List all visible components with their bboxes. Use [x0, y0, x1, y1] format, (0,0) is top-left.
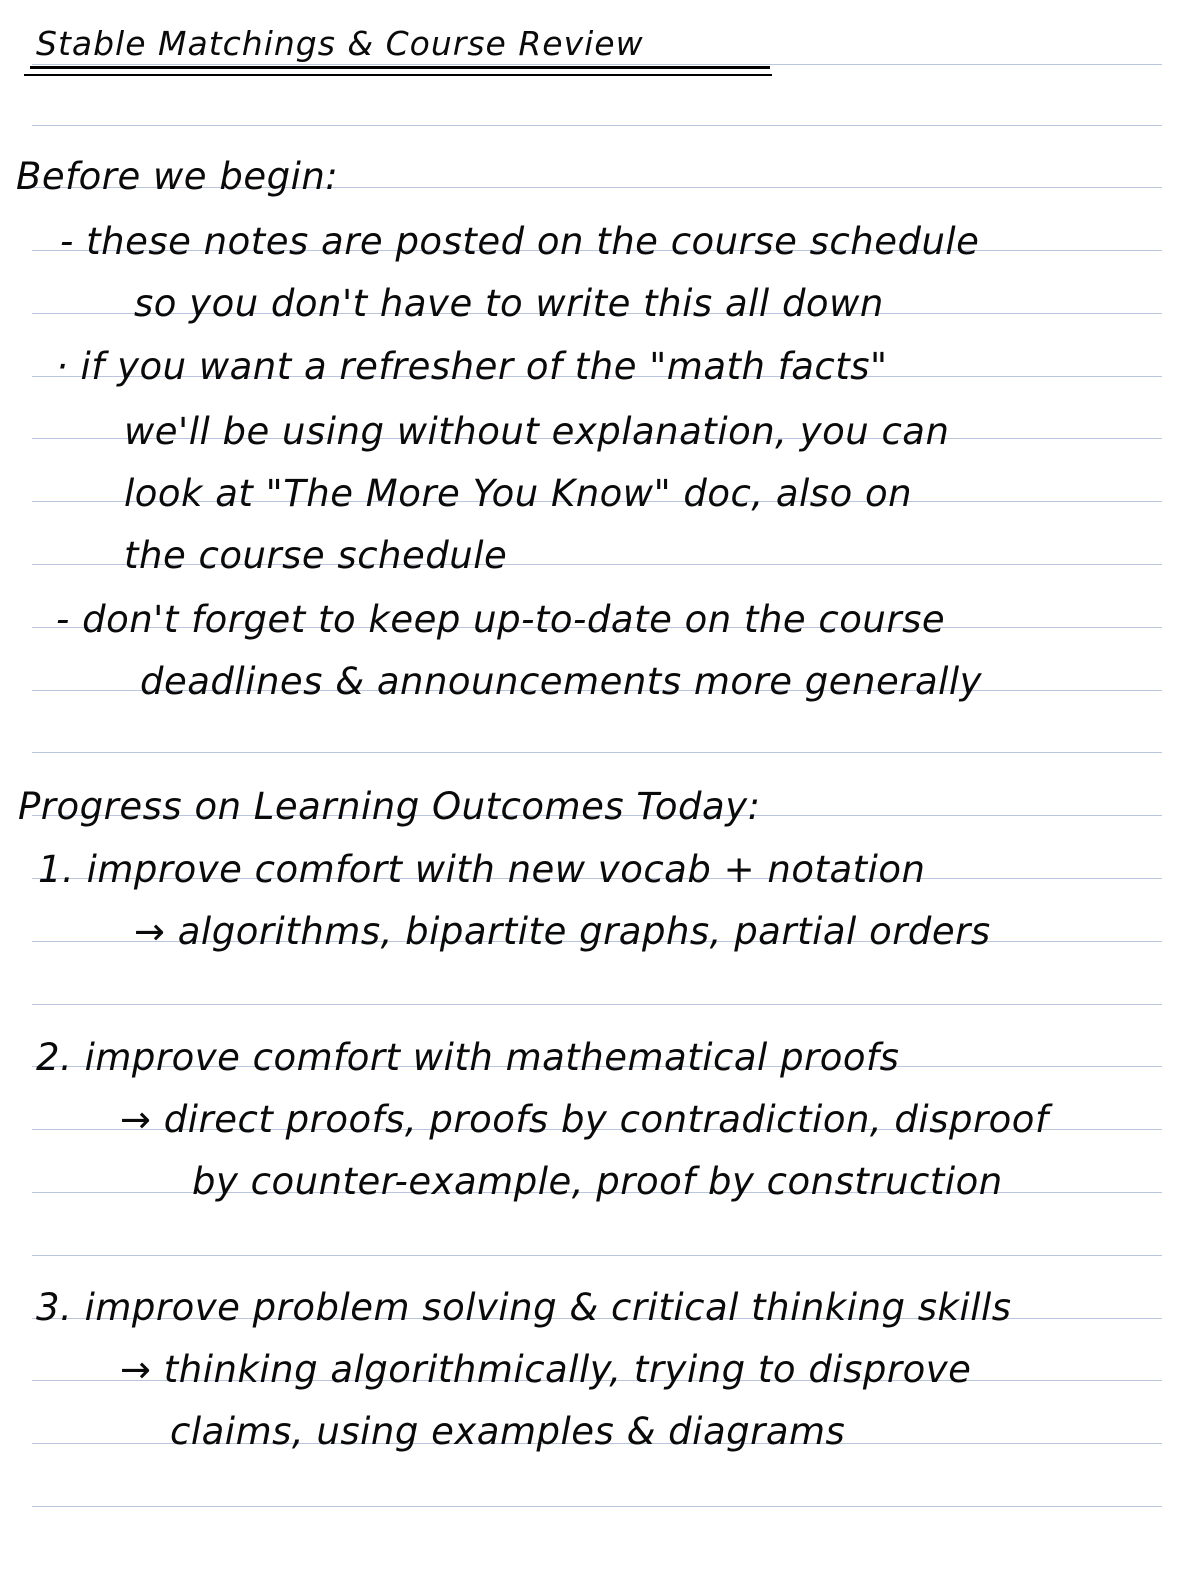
rule-line: [32, 125, 1162, 126]
outcome-line: 3. improve problem solving & critical thinking skills: [36, 1286, 1012, 1329]
page-title: Stable Matchings & Course Review: [36, 24, 644, 63]
note-line: deadlines & announcements more generally: [140, 660, 983, 703]
section-heading: Progress on Learning Outcomes Today:: [18, 785, 761, 828]
outcome-detail: → algorithms, bipartite graphs, partial orders: [134, 910, 991, 953]
outcome-detail: by counter-example, proof by construction: [192, 1160, 1003, 1203]
rule-line: [32, 1506, 1162, 1507]
note-line: · if you want a refresher of the "math facts": [56, 345, 888, 388]
note-line: so you don't have to write this all down: [134, 282, 884, 325]
note-line: we'll be using without explanation, you can: [124, 410, 950, 453]
note-line: - don't forget to keep up-to-date on the course: [56, 598, 946, 641]
rule-line: [32, 1255, 1162, 1256]
title-underline: [30, 66, 770, 69]
title-underline: [24, 74, 772, 76]
outcome-detail: claims, using examples & diagrams: [170, 1410, 846, 1453]
note-line: the course schedule: [124, 534, 508, 577]
note-line: look at "The More You Know" doc, also on: [124, 472, 913, 515]
outcome-detail: → direct proofs, proofs by contradiction, disproof: [120, 1098, 1049, 1141]
note-line: - these notes are posted on the course schedule: [60, 220, 980, 263]
rule-line: [32, 752, 1162, 753]
outcome-line: 1. improve comfort with new vocab + notation: [38, 848, 926, 891]
rule-line: [32, 1004, 1162, 1005]
section-heading: Before we begin:: [16, 155, 339, 198]
outcome-detail: → thinking algorithmically, trying to disprove: [120, 1348, 972, 1391]
outcome-line: 2. improve comfort with mathematical proofs: [36, 1036, 900, 1079]
